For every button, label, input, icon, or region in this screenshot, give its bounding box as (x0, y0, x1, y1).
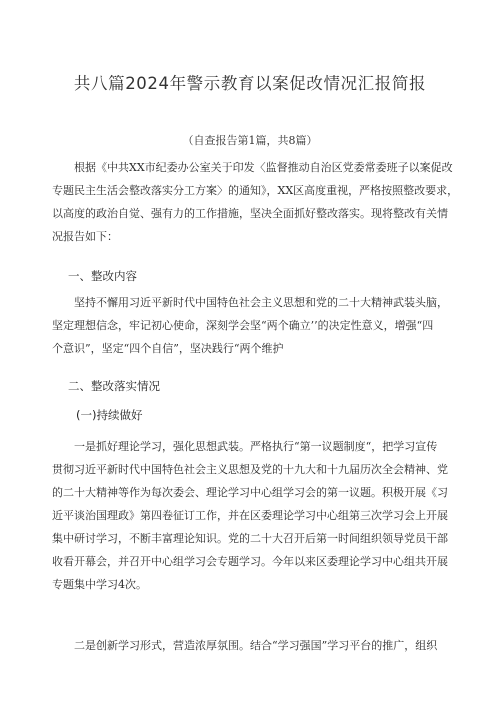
section2-line: 专题集中学习4次。 (52, 578, 147, 591)
section2-line: 集中研讨学习，不断丰富理论知识。党的二十大召开后第一时间组织领导党员干部 (52, 532, 448, 545)
intro-line: 况报告如下： (52, 230, 118, 243)
section-subheading: (一)持续做好 (76, 408, 143, 422)
intro-line: 根据《中共XX市纪委办公室关于印发〈监督推动自治区党委常委班子以案促改 (74, 161, 453, 174)
section2-line: 的二十大精神等作为每次委会、理论学习中心组学习会的第一议题。积极开展《习 (52, 486, 448, 499)
section1-line: 坚定理想信念，牢记初心使命，深刻学会坚“两个确立’’的决定性意义，增强“四 (52, 319, 434, 332)
section2-paragraph-2 (52, 634, 462, 657)
intro-paragraph (52, 156, 462, 248)
section2-paragraph-1 (52, 435, 462, 596)
section1-paragraph (52, 291, 462, 360)
section2-line: 近平谈治国理政》第四卷征订工作，并在区委理论学习中心组第三次学习会上开展 (52, 509, 448, 522)
intro-line: 以高度的政治自觉、强有力的工作措施，坚决全面抓好整改落实。现将整改有关情 (52, 207, 448, 220)
intro-line: 专题民主生活会整改落实分工方案〉的通知》，XX区高度重视，严格按照整改要求， (52, 184, 459, 197)
document-title: 共八篇2024年警示教育以案促改情况汇报简报 (73, 74, 427, 93)
section2-line: 二是创新学习形式，营造浓厚氛围。结合“学习强国”学习平台的推广，组织 (74, 639, 438, 652)
section-heading-1: 一、整改内容 (68, 269, 137, 283)
section1-line: 个意识”，坚定“四个自信”，坚决践行“两个维护 (52, 342, 284, 355)
section2-line: 贯彻习近平新时代中国特色社会主义思想及党的十九大和十九届历次全会精神、党 (52, 463, 448, 476)
section2-line: 收看开幕会，并召开中心组学习会专题学习。今年以来区委理论学习中心组共开展 (52, 555, 448, 568)
section-heading-2: 二、整改落实情况 (68, 379, 160, 393)
document-subtitle: （自查报告第1篇，共8篇） (182, 134, 318, 147)
section1-line: 坚持不懈用习近平新时代中国特色社会主义思想和党的二十大精神武装头脑， (74, 296, 448, 309)
section2-line: 一是抓好理论学习，强化思想武装。严格执行“第一议题制度“，把学习宣传 (74, 440, 438, 453)
